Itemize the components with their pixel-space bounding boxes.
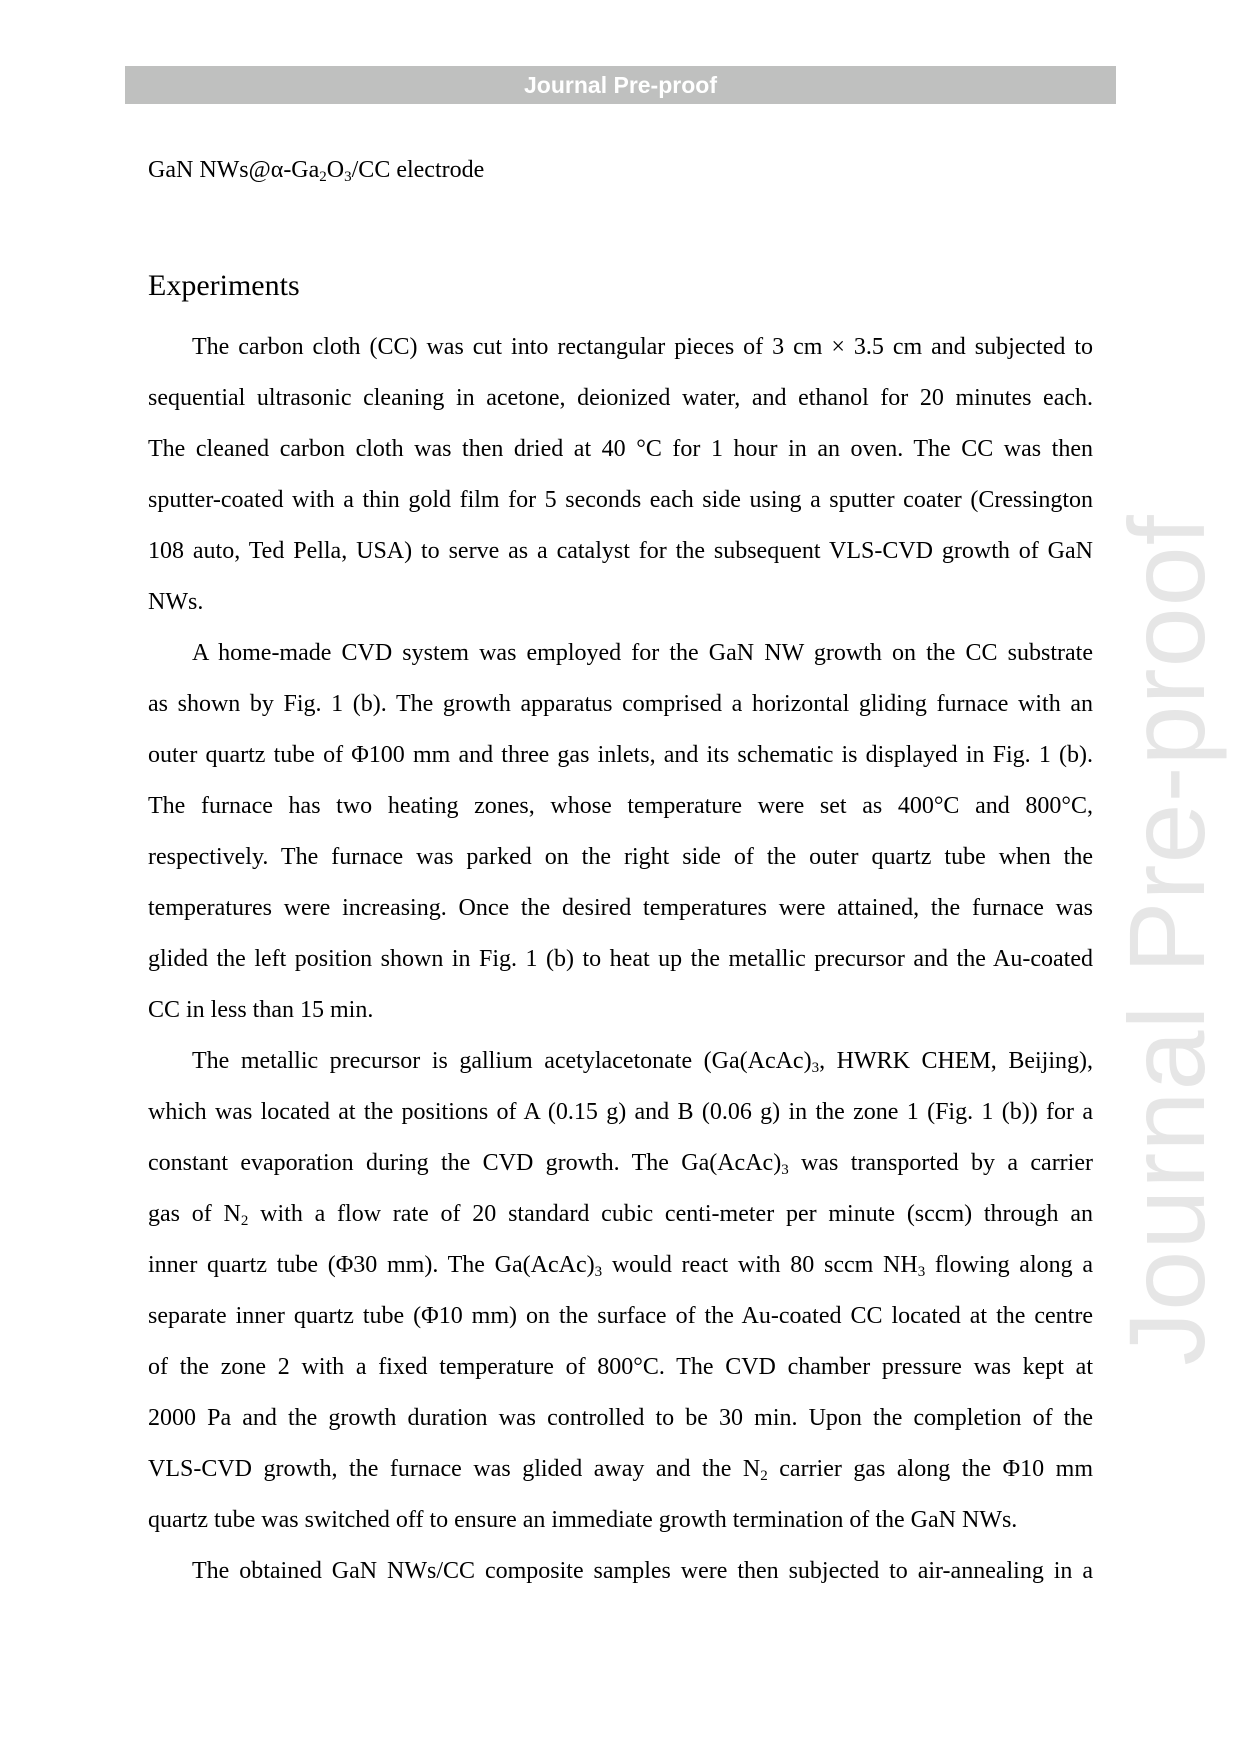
- text-line: separate inner quartz tube (Φ10 mm) on the surface of the Au-coated CC located at the centre: [148, 1303, 1093, 1329]
- text-run: gas of N: [148, 1201, 241, 1227]
- text-run: would react with 80 sccm NH: [602, 1252, 918, 1278]
- text-line: [192, 1046, 1093, 1076]
- text-line: [148, 1148, 1093, 1178]
- text-line: A home-made CVD system was employed for the GaN NW growth on the CC substrate: [192, 640, 1093, 666]
- text-run: constant evaporation during the CVD growth. The Ga(AcAc): [148, 1150, 782, 1176]
- text-line: CC in less than 15 min.: [148, 997, 374, 1023]
- text-line: NWs.: [148, 589, 204, 615]
- section-heading: Experiments: [148, 269, 300, 302]
- text-line: of the zone 2 with a fixed temperature of 800°C. The CVD chamber pressure was kept at: [148, 1354, 1093, 1380]
- text-line: 108 auto, Ted Pella, USA) to serve as a catalyst for the subsequent VLS-CVD growth of GaN: [148, 538, 1093, 564]
- text-line: [148, 1250, 1093, 1280]
- title-part: O: [326, 157, 345, 183]
- title-subscript: 2: [319, 169, 327, 185]
- text-run: The metallic precursor is gallium acetylacetonate (Ga(AcAc): [192, 1048, 812, 1074]
- journal-preproof-banner: [125, 66, 1116, 104]
- text-run: , HWRK CHEM, Beijing),: [819, 1048, 1093, 1074]
- text-line: The obtained GaN NWs/CC composite samples were then subjected to air-annealing in a: [192, 1558, 1093, 1584]
- text-line: The carbon cloth (CC) was cut into rectangular pieces of 3 cm × 3.5 cm and subjected to: [192, 334, 1093, 360]
- document-title: [148, 155, 484, 185]
- text-line: which was located at the positions of A (0.15 g) and B (0.06 g) in the zone 1 (Fig. 1 (b)) for a: [148, 1099, 1093, 1125]
- text-line: sequential ultrasonic cleaning in acetone, deionized water, and ethanol for 20 minutes each.: [148, 385, 1093, 411]
- title-part: /CC electrode: [351, 157, 485, 183]
- text-line: respectively. The furnace was parked on the right side of the outer quartz tube when the: [148, 844, 1093, 870]
- subscript: 3: [811, 1060, 820, 1076]
- text-run: inner quartz tube (Φ30 mm). The Ga(AcAc): [148, 1252, 595, 1278]
- title-subscript: 3: [344, 169, 352, 185]
- text-line: quartz tube was switched off to ensure an immediate growth termination of the GaN NWs.: [148, 1507, 1018, 1533]
- text-line: [148, 1454, 1093, 1484]
- text-run: VLS-CVD growth, the furnace was glided away and the N: [148, 1456, 761, 1482]
- subscript: 3: [917, 1264, 926, 1280]
- subscript: 3: [594, 1264, 603, 1280]
- text-run: was transported by a carrier: [788, 1150, 1093, 1176]
- banner-label: Journal Pre-proof: [524, 72, 717, 98]
- text-line: sputter-coated with a thin gold film for 5 seconds each side using a sputter coater (Cressington: [148, 487, 1093, 513]
- text-line: [148, 1199, 1093, 1229]
- text-line: outer quartz tube of Φ100 mm and three gas inlets, and its schematic is displayed in Fig. 1 (b).: [148, 742, 1093, 768]
- title-part: GaN NWs@α-Ga: [148, 157, 320, 183]
- text-run: carrier gas along the Φ10 mm: [767, 1456, 1093, 1482]
- subscript: 2: [240, 1213, 249, 1229]
- subscript: 3: [781, 1162, 789, 1178]
- text-line: 2000 Pa and the growth duration was controlled to be 30 min. Upon the completion of the: [148, 1405, 1093, 1431]
- text-run: with a flow rate of 20 standard cubic centi-meter per minute (sccm) through an: [248, 1201, 1093, 1227]
- text-line: The furnace has two heating zones, whose temperature were set as 400°C and 800°C,: [148, 793, 1093, 819]
- watermark-text: Journal Pre-proof: [1106, 514, 1227, 1366]
- text-line: The cleaned carbon cloth was then dried at 40 °C for 1 hour in an oven. The CC was then: [148, 436, 1093, 462]
- subscript: 2: [760, 1468, 768, 1484]
- text-run: flowing along a: [925, 1252, 1093, 1278]
- text-line: as shown by Fig. 1 (b). The growth apparatus comprised a horizontal gliding furnace with an: [148, 691, 1093, 717]
- text-line: temperatures were increasing. Once the desired temperatures were attained, the furnace was: [148, 895, 1093, 921]
- text-line: glided the left position shown in Fig. 1 (b) to heat up the metallic precursor and the Au-coated: [148, 946, 1093, 972]
